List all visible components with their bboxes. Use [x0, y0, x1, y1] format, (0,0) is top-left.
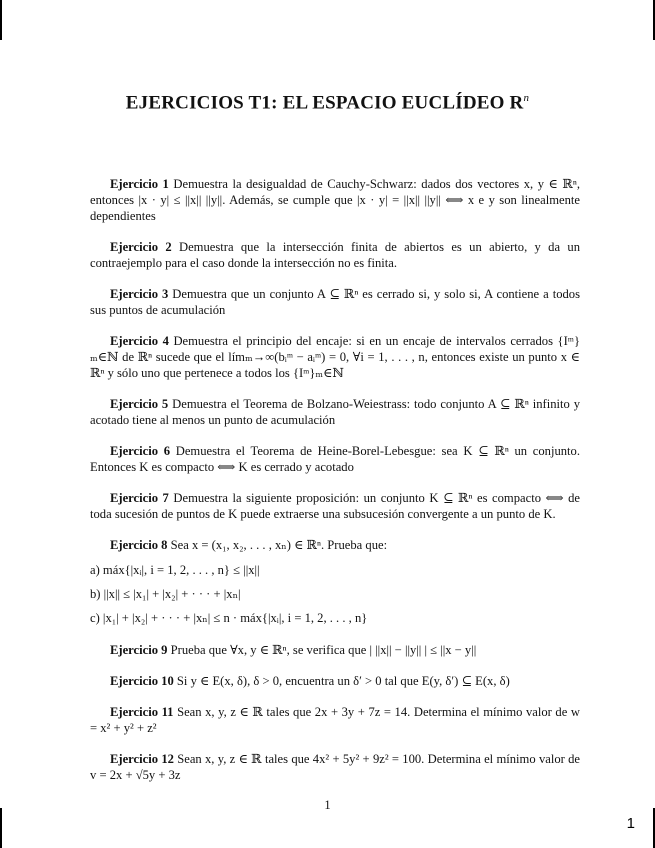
exercise-5	[90, 396, 580, 428]
exercise-1	[90, 176, 580, 224]
subitem-text: b) ||x|| ≤ |x₁| + |x₂| + · · · + |xₙ|	[90, 587, 241, 601]
exercise-3	[90, 286, 580, 318]
exercise-label: Ejercicio 1	[110, 177, 169, 191]
exercise-label: Ejercicio 9	[110, 643, 168, 657]
exercise-label: Ejercicio 4	[110, 334, 169, 348]
exercise-4	[90, 333, 580, 381]
exercise-label: Ejercicio 7	[110, 491, 169, 505]
exercise-7	[90, 490, 580, 522]
exercise-11	[90, 704, 580, 736]
page-title-exponent: n	[523, 92, 530, 104]
exercise-10	[90, 673, 580, 689]
subitem-c	[90, 610, 580, 626]
page-number: 1	[324, 798, 331, 812]
exercise-label: Ejercicio 6	[110, 444, 171, 458]
exercise-label: Ejercicio 10	[110, 674, 174, 688]
viewer-page-indicator: 1	[626, 815, 635, 832]
exercise-text: Demuestra el Teorema de Bolzano-Weiestrass: todo conjunto A ⊆ ℝⁿ infinito y acotado tiene al menos un punto de acumulación	[90, 397, 580, 427]
exercise-label: Ejercicio 11	[110, 705, 174, 719]
exercise-label: Ejercicio 8	[110, 538, 168, 552]
exercise-text: Demuestra la siguiente proposición: un conjunto K ⊆ ℝⁿ es compacto ⟺ de toda sucesión de puntos de K puede extraerse una subsucesión convergente a un punto de K.	[90, 491, 581, 521]
exercise-text: Sean x, y, z ∈ ℝ tales que 2x + 3y + 7z = 14. Determina el mínimo valor de w = x² + y² + z²	[90, 705, 580, 735]
exercise-text: Si y ∈ E(x, δ), δ > 0, encuentra un δ′ > 0 tal que E(y, δ′) ⊆ E(x, δ)	[176, 674, 510, 688]
exercise-list	[90, 176, 580, 798]
crop-mark-bottom-left-v	[0, 808, 2, 848]
exercise-9	[90, 642, 580, 658]
subitem-b	[90, 586, 580, 602]
exercise-text: Prueba que ∀x, y ∈ ℝⁿ, se verifica que | ||x|| − ||y|| | ≤ ||x − y||	[170, 643, 477, 657]
exercise-8-subitems	[90, 562, 580, 626]
exercise-label: Ejercicio 3	[110, 287, 169, 301]
exercise-12	[90, 751, 580, 783]
exercise-text: Sea x = (x₁, x₂, . . . , xₙ) ∈ ℝⁿ. Prueba que:	[170, 538, 388, 552]
exercise-8	[90, 537, 580, 553]
exercise-text: Demuestra que un conjunto A ⊆ ℝⁿ es cerrado si, y solo si, A contiene a todos sus puntos de acumulación	[90, 287, 580, 317]
exercise-text: Sean x, y, z ∈ ℝ tales que 4x² + 5y² + 9z² = 100. Determina el mínimo valor de v = 2x + √5y + 3z	[90, 752, 581, 782]
crop-mark-top-left-v	[0, 0, 2, 40]
exercise-label: Ejercicio 2	[110, 240, 172, 254]
subitem-text: a) máx{|xᵢ|, i = 1, 2, . . . , n} ≤ ||x||	[90, 563, 260, 577]
subitem-a	[90, 562, 580, 578]
page-title	[0, 92, 655, 114]
exercise-2	[90, 239, 580, 271]
exercise-label: Ejercicio 5	[110, 397, 169, 411]
exercise-text: Demuestra el Teorema de Heine-Borel-Lebesgue: sea K ⊆ ℝⁿ un conjunto. Entonces K es compacto ⟺ K es cerrado y acotado	[90, 444, 580, 474]
exercise-6	[90, 443, 580, 475]
subitem-text: c) |x₁| + |x₂| + · · · + |xₙ| ≤ n · máx{|xᵢ|, i = 1, 2, . . . , n}	[90, 611, 368, 625]
exercise-text: Demuestra que la intersección finita de abiertos es un abierto, y da un contraejemplo para el caso donde la intersección no es finita.	[90, 240, 580, 270]
exercise-text: Demuestra el principio del encaje: si en un encaje de intervalos cerrados {Iᵐ}ₘ∈ℕ de ℝⁿ sucede que el límₘ→∞(bᵢᵐ − aᵢᵐ) = 0, ∀i = 1, . . . , n, entonces existe un punto x ∈ ℝⁿ y sólo uno que pertenece a todos los {Iᵐ}ₘ∈ℕ	[90, 334, 580, 380]
exercise-text: Demuestra la desigualdad de Cauchy-Schwarz: dados dos vectores x, y ∈ ℝⁿ, entonces |x · y| ≤ ||x|| ||y||. Además, se cumple que |x · y| = ||x|| ||y|| ⟺ x e y son linealmente dependientes	[90, 177, 581, 223]
page-title-text: EJERCICIOS T1: EL ESPACIO EUCLÍDEO R	[125, 92, 524, 114]
exercise-label: Ejercicio 12	[110, 752, 174, 766]
